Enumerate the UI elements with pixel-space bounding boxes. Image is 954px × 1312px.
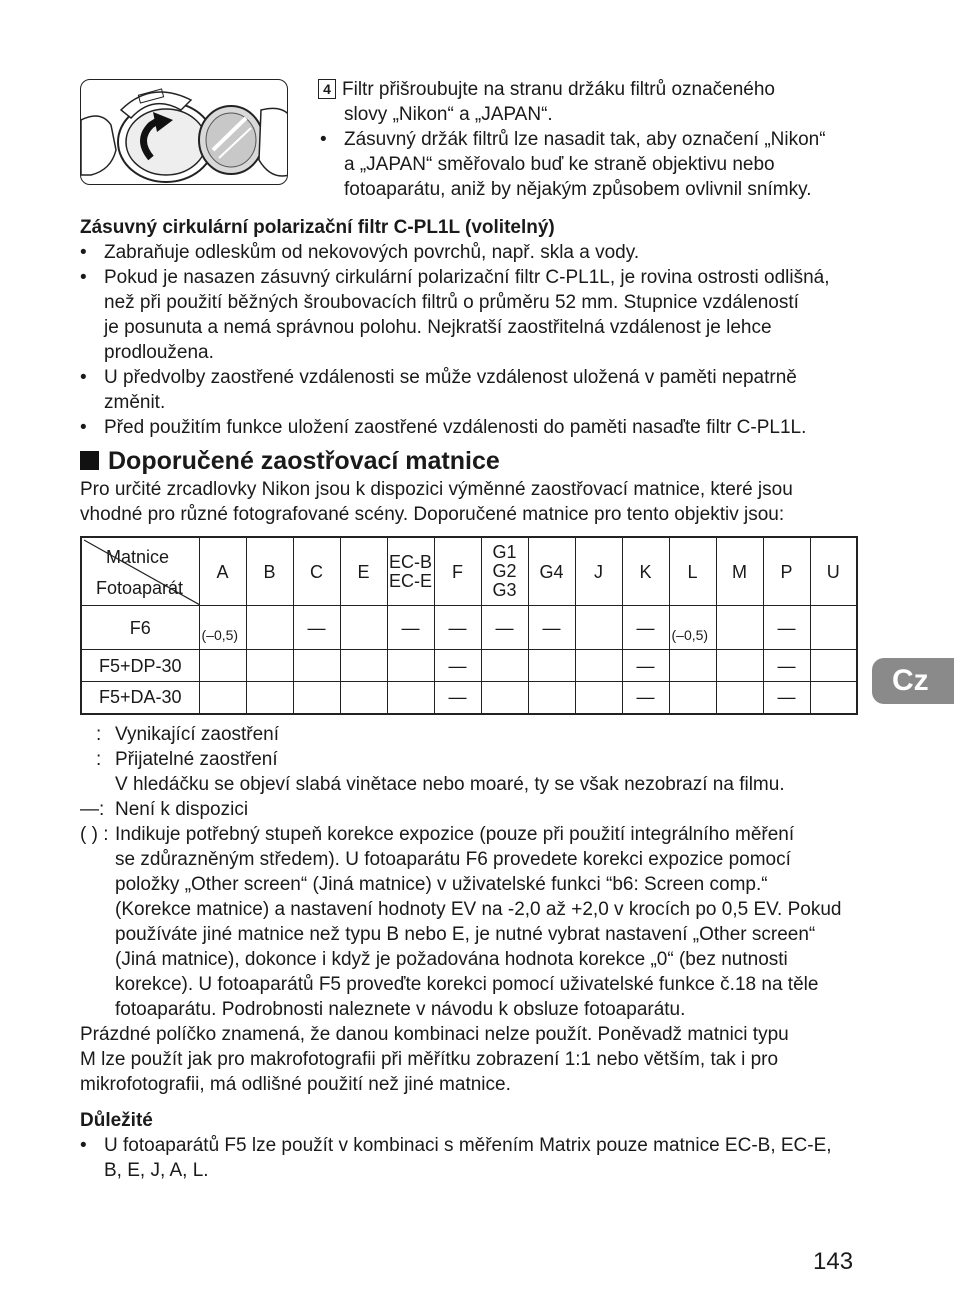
- table-row: [81, 650, 857, 682]
- table-corner-cell: [81, 537, 199, 606]
- legend-l4-6: (Jiná matnice), dokonce i když je požadována hodnota korekce „0“ (bez nutnosti: [115, 949, 788, 970]
- table-cell: [293, 682, 340, 714]
- legend-l4-5: používáte jiné matnice než typu B nebo E, je nutné vybrat nastavení „Other screen“: [115, 924, 816, 945]
- col-header: M: [716, 537, 763, 606]
- intro-l1: Pro určité zrcadlovky Nikon jsou k dispozici výměnné zaostřovací matnice, které jsou: [80, 479, 793, 500]
- col-header: C: [293, 537, 340, 606]
- corner-bottom-label: Fotoaparát: [96, 578, 184, 598]
- col-header-g3: G3: [492, 580, 517, 600]
- table-cell: [575, 606, 622, 650]
- legend-key: ( ) :: [80, 824, 109, 845]
- legend-key: :: [96, 724, 102, 745]
- table-cell: [199, 606, 246, 650]
- table-cell: [340, 682, 387, 714]
- important-section: [80, 1108, 870, 1183]
- legend-text: Vynikající zaostření: [115, 724, 280, 745]
- step-4-block: [318, 77, 878, 202]
- table-cell: [199, 682, 246, 714]
- legend-l4-2: se zdůrazněným středem). U fotoaparátu F6 provedete korekci expozice pomocí: [115, 849, 791, 870]
- table-cell: [293, 606, 340, 650]
- table-cell: [716, 606, 763, 650]
- corner-top-label: Matnice: [106, 547, 170, 567]
- important-b1-l2: B, E, J, A, L.: [104, 1160, 209, 1181]
- important-bullet: • U fotoaparátů F5 lze použít v kombinaci s měřením Matrix pouze matnice EC-B, EC-E, B, E, J, A, L.: [80, 1133, 870, 1183]
- col-header: E: [340, 537, 387, 606]
- legend-l4-4: (Korekce matnice) a nastavení hodnoty EV na -2,0 až +2,0 v krocích po 0,5 EV. Pokud: [115, 899, 842, 920]
- table-cell: [716, 650, 763, 682]
- table-cell: [622, 682, 669, 714]
- col-header: F: [434, 537, 481, 606]
- legend-l4-7: korekce). U fotoaparátů F5 proveďte korekci pomocí uživatelské funkce č.18 na těle: [115, 974, 819, 995]
- table-cell: [622, 606, 669, 650]
- dash: —: [777, 655, 796, 676]
- legend-key: :: [96, 749, 102, 770]
- polarizer-b1-text: Zabraňuje odleskům od nekovových povrchů, např. skla a vody.: [104, 242, 640, 263]
- col-header-g1: G1: [492, 542, 517, 562]
- intro-l2: vhodné pro různé fotografované scény. Doporučené matnice pro tento objektiv jsou:: [80, 504, 785, 525]
- step-number: 4: [318, 79, 336, 99]
- table-cell: [434, 606, 481, 650]
- dash: —: [636, 655, 655, 676]
- step-4-line: [318, 77, 878, 102]
- table-cell: [199, 650, 246, 682]
- polarizer-bullet-3: • U předvolby zaostřené vzdálenosti se může vzdálenost uložená v paměti nepatrně změnit.: [80, 365, 870, 415]
- col-header: B: [246, 537, 293, 606]
- polarizer-bullet-1: • Zabraňuje odleskům od nekovových povrchů, např. skla a vody.: [80, 242, 640, 263]
- table-cell: [481, 606, 528, 650]
- col-header: L: [669, 537, 716, 606]
- col-header: [481, 537, 528, 606]
- row-label: F6: [81, 606, 199, 650]
- col-header-g2: G2: [492, 561, 517, 581]
- table-cell: [481, 650, 528, 682]
- polarizer-b2-l1: Pokud je nasazen zásuvný cirkulární polarizační filtr C-PL1L, je rovina ostrosti odlišná,: [104, 267, 830, 288]
- legend-item: [80, 722, 870, 747]
- step-text: Filtr přišroubujte na stranu držáku filtrů označeného: [342, 79, 776, 100]
- matrix-table: [80, 536, 858, 715]
- dash: —: [448, 617, 467, 638]
- table-cell: [622, 650, 669, 682]
- col-header: G4: [528, 537, 575, 606]
- square-bullet-icon: [80, 451, 99, 470]
- row-label: F5+DP-30: [81, 650, 199, 682]
- table-cell: [575, 650, 622, 682]
- step-bullet-l3: fotoaparátu, aniž by nějakým způsobem ovlivnil snímky.: [344, 179, 812, 200]
- section-title-text: Doporučené zaostřovací matnice: [108, 447, 500, 475]
- legend-l4-1: Indikuje potřebný stupeň korekce expozice (pouze při použití integrálního měření: [115, 824, 795, 845]
- dash: —: [448, 687, 467, 708]
- screen-compatibility-table: [80, 536, 858, 711]
- important-heading: Důležité: [80, 1110, 153, 1131]
- step-bullet-l1: • Zásuvný držák filtrů lze nasadit tak, aby označení „Nikon“: [344, 129, 826, 150]
- polarizer-b2-l2: než při použití běžných šroubovacích filtrů o průměru 52 mm. Stupnice vzdáleností: [104, 292, 799, 313]
- dash: —: [542, 617, 561, 638]
- step-bullet: [318, 127, 878, 202]
- table-cell: [246, 650, 293, 682]
- dash: —: [777, 687, 796, 708]
- col-header: P: [763, 537, 810, 606]
- table-cell: [669, 606, 716, 650]
- empty-cell-note-l3: mikrofotografii, má odlišné použití než jiné matnice.: [80, 1074, 511, 1095]
- legend-text: Není k dispozici: [115, 799, 249, 820]
- page-number: 143: [813, 1248, 854, 1275]
- dash: —: [307, 617, 326, 638]
- section-intro: [80, 477, 870, 527]
- dash: —: [448, 655, 467, 676]
- table-cell: [763, 606, 810, 650]
- table-cell: [434, 650, 481, 682]
- table-cell: [434, 682, 481, 714]
- table-cell: [810, 682, 857, 714]
- col-header: U: [810, 537, 857, 606]
- row-label: F5+DA-30: [81, 682, 199, 714]
- paren-value: (–0,5): [201, 627, 239, 643]
- table-cell: [763, 650, 810, 682]
- table-cell: [387, 682, 434, 714]
- polarizer-b2-l4: prodloužena.: [104, 342, 214, 363]
- legend-l4-8: fotoaparátu. Podrobnosti naleznete v návodu k obsluze fotoaparátu.: [115, 999, 686, 1020]
- table-row: [81, 606, 857, 650]
- table-row: [81, 682, 857, 714]
- empty-cell-note-l1: Prázdné políčko znamená, že danou kombinaci nelze použít. Poněvadž matnici typu: [80, 1024, 789, 1045]
- polarizer-section: [80, 215, 870, 440]
- polarizer-bullet-2: • Pokud je nasazen zásuvný cirkulární polarizační filtr C-PL1L, je rovina ostrosti odlišná, než při použití běžných šroubovacích filtrů o průměru 52 mm. Stupnice vzdáleností je posunuta a nemá správnou polohu. Nejkratší zaostřitelná vzdálenost je lehce prodloužena.: [80, 265, 870, 365]
- table-cell: [481, 682, 528, 714]
- language-tab: Cz: [872, 658, 954, 704]
- empty-cell-note-l2: M lze použít jak pro makrofotografii při měřítku zobrazení 1:1 nebo větším, tak i pro: [80, 1049, 779, 1070]
- table-cell: [669, 650, 716, 682]
- legend-text: Přijatelné zaostření: [115, 749, 278, 770]
- table-cell: [340, 606, 387, 650]
- polarizer-bullet-4: • Před použitím funkce uložení zaostřené vzdálenosti do paměti nasaďte filtr C-PL1L.: [80, 417, 807, 438]
- polarizer-b3-l2: změnit.: [104, 392, 166, 413]
- table-cell: [810, 650, 857, 682]
- table-cell: [528, 682, 575, 714]
- step-text-cont: slovy „Nikon“ a „JAPAN“.: [344, 104, 553, 125]
- legend-item: [80, 822, 870, 1022]
- col-header: A: [199, 537, 246, 606]
- table-cell: [528, 650, 575, 682]
- table-cell: [575, 682, 622, 714]
- dash: —: [495, 617, 514, 638]
- dash: —: [401, 617, 420, 638]
- col-header: J: [575, 537, 622, 606]
- section-heading: [80, 445, 500, 477]
- table-cell: [340, 650, 387, 682]
- polarizer-b2-l3: je posunuta a nemá správnou polohu. Nejkratší zaostřitelná vzdálenost je lehce: [104, 317, 772, 338]
- table-cell: [763, 682, 810, 714]
- table-cell: [716, 682, 763, 714]
- col-header-ec2: EC-E: [388, 570, 432, 591]
- table-cell: [669, 682, 716, 714]
- paren-value: (–0,5): [671, 627, 709, 643]
- col-header: K: [622, 537, 669, 606]
- legend-key: —:: [80, 799, 105, 820]
- polarizer-heading: Zásuvný cirkulární polarizační filtr C-PL1L (volitelný): [80, 217, 555, 238]
- table-cell: [528, 606, 575, 650]
- table-cell: [810, 606, 857, 650]
- filter-holder-illustration: [80, 79, 288, 185]
- legend-item: [80, 747, 870, 772]
- table-cell: [387, 606, 434, 650]
- col-header-ec1: EC-B: [388, 551, 432, 572]
- filter-holder-drawing: [81, 80, 288, 185]
- table-cell: [246, 682, 293, 714]
- important-b1-l1: U fotoaparátů F5 lze použít v kombinaci s měřením Matrix pouze matnice EC-B, EC-E,: [104, 1135, 832, 1156]
- legend-l4-3: položky „Other screen“ (Jiná matnice) v uživatelské funkci “b6: Screen comp.“: [115, 874, 768, 895]
- col-header: [387, 537, 434, 606]
- table-cell: [387, 650, 434, 682]
- table-cell: [246, 606, 293, 650]
- polarizer-b3-l1: U předvolby zaostřené vzdálenosti se může vzdálenost uložená v paměti nepatrně: [104, 367, 797, 388]
- polarizer-b4-text: Před použitím funkce uložení zaostřené vzdálenosti do paměti nasaďte filtr C-PL1L.: [104, 417, 807, 438]
- step-bullet-l2: a „JAPAN“ směřovalo buď ke straně objektivu nebo: [344, 154, 775, 175]
- dash: —: [636, 687, 655, 708]
- table-legend: [80, 722, 870, 1097]
- table-cell: [293, 650, 340, 682]
- legend-item-cont: V hledáčku se objeví slabá vinětace nebo moaré, ty se však nezobrazí na filmu.: [115, 774, 785, 795]
- table-header-row: [81, 537, 857, 606]
- legend-item: [80, 797, 870, 822]
- dash: —: [636, 617, 655, 638]
- dash: —: [777, 617, 796, 638]
